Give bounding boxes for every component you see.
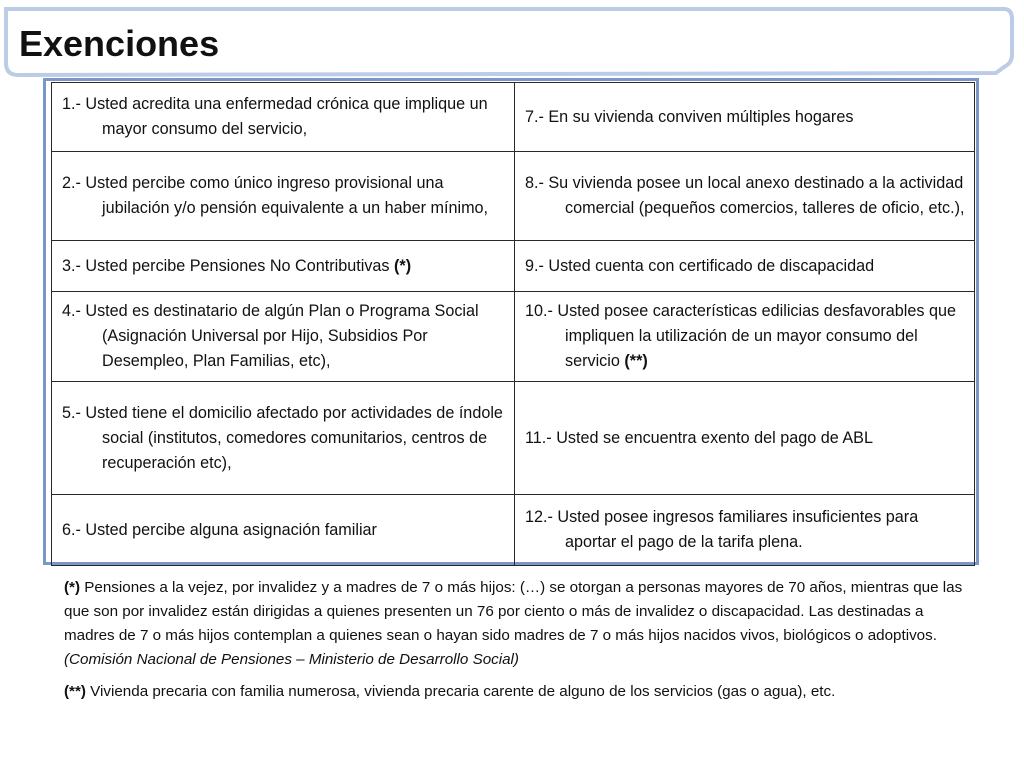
table-cell: 7.- En su vivienda conviven múltiples hogares [515, 83, 975, 152]
footnote-pensiones: (*) Pensiones a la vejez, por invalidez y a madres de 7 o más hijos: (…) se otorgan a personas mayores de 70 años, mientras que las que son por invalidez están dirigidas a quienes presenten un 76 por ciento o más de invalidez o discapacidad. Las destinadas a madres de 7 o más hijos contemplan a quienes sean o hayan sido madres de 7 o más hijos nacidos vivos, biológicos o adoptivos. (Comisión Nacional de Pensiones – Ministerio de Desarrollo Social) [64, 579, 963, 668]
footnotes [64, 576, 964, 712]
table-cell: 6.- Usted percibe alguna asignación familiar [52, 495, 515, 566]
table-row [52, 495, 975, 566]
table-cell: 4.- Usted es destinatario de algún Plan o Programa Social (Asignación Universal por Hijo, Subsidios Por Desempleo, Plan Familias, etc), [52, 292, 515, 382]
title-bar [4, 3, 1016, 77]
page-title: Exenciones [19, 23, 220, 64]
table-cell: 12.- Usted posee ingresos familiares insuficientes para aportar el pago de la tarifa plena. [515, 495, 975, 566]
table-row [52, 83, 975, 152]
table-row [52, 382, 975, 495]
table-cell: 10.- Usted posee características edilicias desfavorables que impliquen la utilización de un mayor consumo del servicio (**) [515, 292, 975, 382]
table-cell: 9.- Usted cuenta con certificado de discapacidad [515, 241, 975, 292]
table-cell: 3.- Usted percibe Pensiones No Contributivas (*) [52, 241, 515, 292]
footnote-source: (Comisión Nacional de Pensiones – Ministerio de Desarrollo Social) [64, 651, 519, 668]
table-cell: 2.- Usted percibe como único ingreso provisional una jubilación y/o pensión equivalente a un haber mínimo, [52, 152, 515, 241]
table-cell: 8.- Su vivienda posee un local anexo destinado a la actividad comercial (pequeños comercios, talleres de oficio, etc.), [515, 152, 975, 241]
exemptions-table [51, 82, 975, 566]
table-row [52, 292, 975, 382]
table-cell: 5.- Usted tiene el domicilio afectado por actividades de índole social (institutos, comedores comunitarios, centros de recuperación etc), [52, 382, 515, 495]
footnote-vivienda: (**) Vivienda precaria con familia numerosa, vivienda precaria carente de alguno de los servicios (gas o agua), etc. [64, 683, 836, 700]
table-row [52, 152, 975, 241]
table-cell: 1.- Usted acredita una enfermedad crónica que implique un mayor consumo del servicio, [52, 83, 515, 152]
table-row [52, 241, 975, 292]
table-cell: 11.- Usted se encuentra exento del pago de ABL [515, 382, 975, 495]
